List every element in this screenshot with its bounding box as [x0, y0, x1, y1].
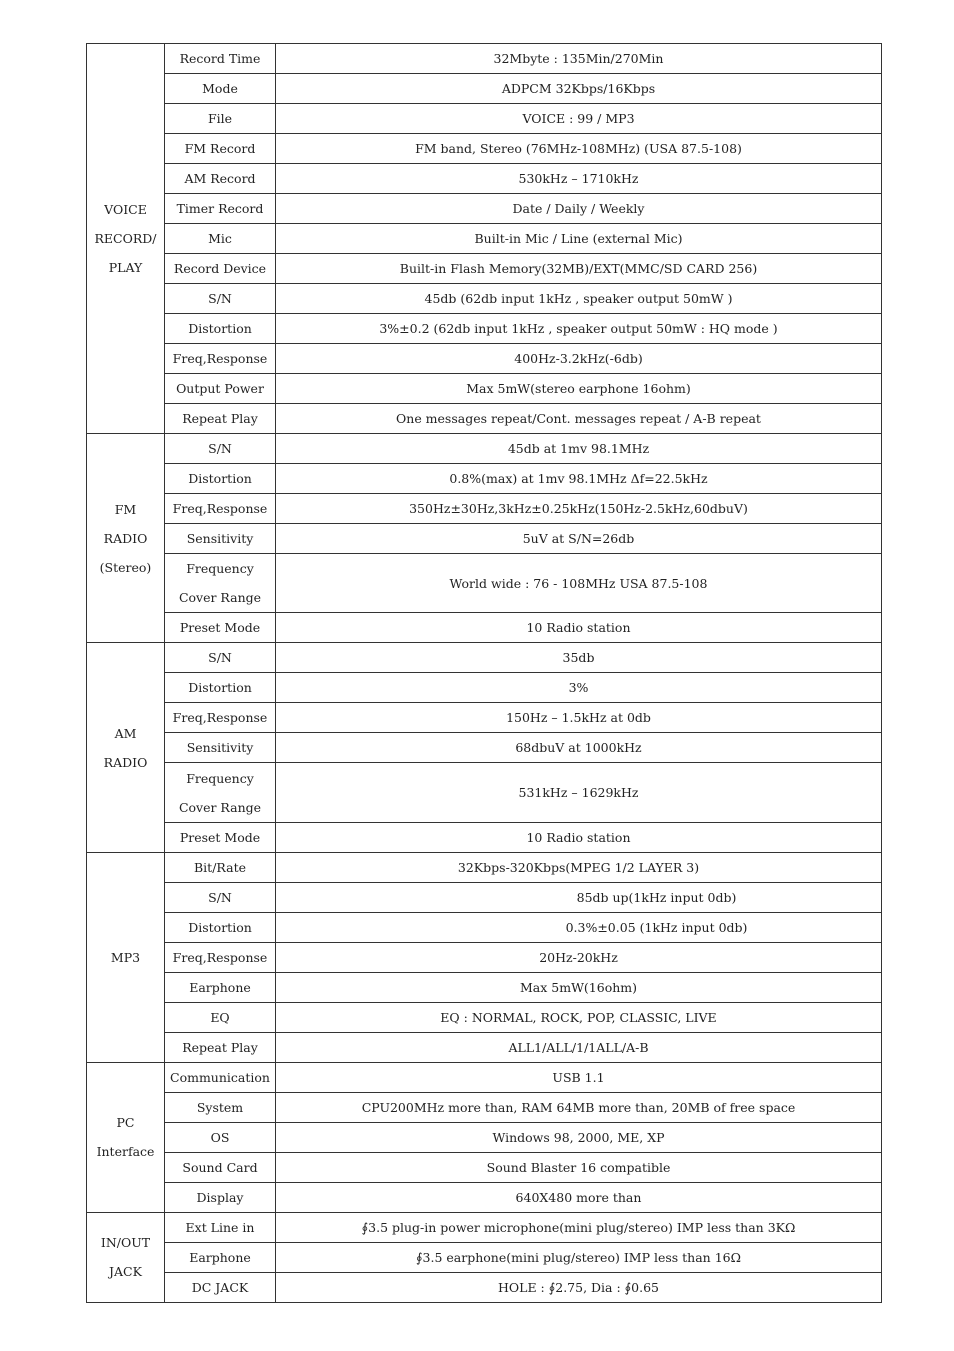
spec-row	[87, 74, 882, 104]
value-cell	[276, 972, 882, 1002]
spec-row	[87, 1002, 882, 1032]
param-cell	[165, 1242, 276, 1272]
group-label-line: PC	[116, 1115, 135, 1131]
param-label: Mic	[208, 231, 232, 246]
value-text: Max 5mW(16ohm)	[519, 979, 638, 995]
value-cell	[276, 882, 882, 912]
param-cell	[165, 464, 276, 494]
param-cell	[165, 1032, 276, 1062]
value-cell	[276, 374, 882, 404]
param-label: Freq,Response	[172, 501, 268, 516]
value-text: CPU200MHz more than, RAM 64MB more than, 20MB of free space	[361, 1099, 796, 1115]
param-label: S/N	[208, 889, 232, 905]
value-text: 45db at 1mv 98.1MHz	[507, 441, 650, 456]
param-cell	[165, 284, 276, 314]
spec-row	[87, 104, 882, 134]
param-label: Output Power	[176, 381, 264, 396]
value-text: 150Hz – 1.5kHz at 0db	[506, 710, 651, 726]
param-cell	[165, 1122, 276, 1152]
value-cell	[276, 494, 882, 524]
spec-row	[87, 763, 882, 822]
group-label-line: PLAY	[108, 260, 143, 275]
param-cell	[165, 134, 276, 164]
value-text: 5uV at S/N=26db	[522, 531, 635, 546]
value-cell	[276, 74, 882, 104]
spec-row	[87, 882, 882, 912]
param-label: OS	[210, 1129, 230, 1145]
value-cell	[276, 1032, 882, 1062]
value-cell	[276, 1122, 882, 1152]
value-text: 10 Radio station	[526, 829, 631, 845]
param-label: FM Record	[184, 141, 256, 156]
param-label: Distortion	[188, 680, 252, 696]
param-cell	[165, 224, 276, 254]
value-cell	[276, 254, 882, 284]
value-text: 85db up(1kHz input 0db)	[576, 889, 737, 905]
group-label-cell	[87, 1212, 165, 1302]
param-cell	[165, 1002, 276, 1032]
spec-row	[87, 254, 882, 284]
value-text: 530kHz – 1710kHz	[518, 171, 639, 186]
param-cell	[165, 1152, 276, 1182]
value-cell	[276, 1152, 882, 1182]
group-label-cell	[87, 852, 165, 1062]
group-label-line: RECORD/	[94, 231, 157, 246]
spec-row	[87, 1182, 882, 1212]
group-label-cell	[87, 643, 165, 852]
spec-row	[87, 673, 882, 703]
param-cell	[165, 613, 276, 643]
param-label: Ext Line in	[185, 1219, 255, 1235]
param-cell	[165, 703, 276, 733]
value-text: ALL1/ALL/1/1ALL/A-B	[508, 1039, 649, 1055]
group-label-line: IN/OUT	[100, 1235, 151, 1251]
spec-row	[87, 733, 882, 763]
param-label: AM Record	[184, 171, 256, 186]
value-text: 20Hz-20kHz	[539, 949, 618, 965]
param-cell	[165, 1092, 276, 1122]
value-cell	[276, 314, 882, 344]
spec-row	[87, 464, 882, 494]
spec-row	[87, 344, 882, 374]
param-label: S/N	[208, 291, 232, 306]
value-cell	[276, 912, 882, 942]
value-cell	[276, 44, 882, 74]
param-cell	[165, 314, 276, 344]
param-label: Bit/Rate	[194, 859, 246, 875]
value-cell	[276, 673, 882, 703]
param-label: S/N	[208, 441, 232, 456]
param-cell	[165, 733, 276, 763]
spec-row	[87, 852, 882, 882]
param-cell	[165, 643, 276, 673]
value-cell	[276, 1242, 882, 1272]
value-text: Sound Blaster 16 compatible	[486, 1159, 671, 1175]
param-label: Preset Mode	[179, 829, 261, 845]
param-label: Frequency	[186, 770, 254, 786]
spec-row	[87, 1152, 882, 1182]
value-cell	[276, 763, 882, 822]
spec-row	[87, 194, 882, 224]
spec-row	[87, 374, 882, 404]
value-cell	[276, 942, 882, 972]
param-cell	[165, 1182, 276, 1212]
value-text: World wide : 76 - 108MHz USA 87.5-108	[449, 575, 708, 591]
param-label: Earphone	[189, 979, 251, 995]
value-text: Max 5mW(stereo earphone 16ohm)	[466, 381, 691, 396]
spec-row	[87, 643, 882, 673]
param-label: Distortion	[188, 919, 252, 935]
value-cell	[276, 733, 882, 763]
spec-row	[87, 942, 882, 972]
value-cell	[276, 134, 882, 164]
value-text: ∮3.5 plug-in power microphone(mini plug/stereo) IMP less than 3KΩ	[361, 1219, 796, 1235]
spec-row	[87, 1122, 882, 1152]
param-label: S/N	[208, 650, 232, 666]
param-label: File	[207, 111, 233, 126]
param-label: Mode	[202, 81, 238, 96]
value-cell	[276, 434, 882, 464]
param-cell	[165, 254, 276, 284]
value-text: ADPCM 32Kbps/16Kbps	[501, 81, 656, 96]
param-cell	[165, 554, 276, 613]
value-cell	[276, 613, 882, 643]
param-label: System	[196, 1099, 244, 1115]
spec-table	[86, 43, 882, 1303]
value-cell	[276, 1272, 882, 1302]
value-cell	[276, 643, 882, 673]
spec-row	[87, 1212, 882, 1242]
value-cell	[276, 554, 882, 613]
param-cell	[165, 344, 276, 374]
param-cell	[165, 1272, 276, 1302]
value-cell	[276, 1062, 882, 1092]
value-cell	[276, 703, 882, 733]
param-label: Timer Record	[176, 201, 264, 216]
param-cell	[165, 434, 276, 464]
param-label: EQ	[210, 1009, 230, 1025]
value-cell	[276, 822, 882, 852]
param-label: Freq,Response	[172, 710, 268, 726]
group-label-line: RADIO	[103, 754, 148, 770]
value-cell	[276, 1002, 882, 1032]
param-label: Distortion	[188, 471, 252, 486]
value-text: One messages repeat/Cont. messages repeat / A-B repeat	[396, 411, 761, 426]
param-label: Repeat Play	[182, 1039, 258, 1055]
spec-row	[87, 134, 882, 164]
param-label: Record Device	[173, 261, 267, 276]
param-label: Earphone	[189, 1249, 251, 1265]
value-text: 0.3%±0.05 (1kHz input 0db)	[565, 919, 748, 935]
spec-row	[87, 703, 882, 733]
group-label-line: AM	[114, 725, 137, 741]
param-label: Freq,Response	[172, 351, 268, 366]
param-label: Communication	[170, 1069, 270, 1085]
param-cell	[165, 194, 276, 224]
value-text: Built-in Mic / Line (external Mic)	[474, 231, 683, 246]
param-label: Freq,Response	[172, 949, 268, 965]
spec-row	[87, 1062, 882, 1092]
value-cell	[276, 1212, 882, 1242]
value-cell	[276, 344, 882, 374]
param-label: Record Time	[179, 51, 261, 66]
param-cell	[165, 374, 276, 404]
value-text: ∮3.5 earphone(mini plug/stereo) IMP less than 16Ω	[416, 1249, 741, 1265]
value-text: 3%	[568, 680, 589, 696]
spec-row	[87, 434, 882, 464]
spec-row	[87, 1092, 882, 1122]
value-text: 32Mbyte : 135Min/270Min	[493, 51, 664, 66]
param-cell	[165, 942, 276, 972]
param-label: Sensitivity	[186, 531, 254, 546]
value-text: 350Hz±30Hz,3kHz±0.25kHz(150Hz-2.5kHz,60dbuV)	[409, 501, 748, 516]
value-text: FM band, Stereo (76MHz-108MHz) (USA 87.5-108)	[415, 141, 742, 156]
value-text: Windows 98, 2000, ME, XP	[492, 1129, 665, 1145]
value-cell	[276, 852, 882, 882]
value-text: HOLE : ∮2.75, Dia : ∮0.65	[498, 1279, 659, 1295]
group-label-line: Interface	[96, 1144, 155, 1160]
group-label-line: (Stereo)	[99, 559, 152, 575]
spec-row	[87, 224, 882, 254]
param-cell	[165, 763, 276, 822]
value-cell	[276, 104, 882, 134]
value-text: 45db (62db input 1kHz , speaker output 50mW )	[424, 291, 733, 306]
value-text: Built-in Flash Memory(32MB)/EXT(MMC/SD CARD 256)	[399, 261, 758, 276]
param-label: Repeat Play	[182, 411, 258, 426]
value-cell	[276, 464, 882, 494]
param-label: Preset Mode	[179, 620, 261, 636]
spec-table-body	[87, 44, 882, 1303]
param-label: Distortion	[188, 321, 252, 336]
param-cell	[165, 852, 276, 882]
value-cell	[276, 194, 882, 224]
param-cell	[165, 972, 276, 1002]
group-label-line: RADIO	[103, 530, 148, 546]
param-label: DC JACK	[191, 1279, 249, 1295]
param-cell	[165, 104, 276, 134]
param-cell	[165, 494, 276, 524]
group-label-cell	[87, 1062, 165, 1212]
param-label: Sensitivity	[186, 740, 254, 756]
param-cell	[165, 74, 276, 104]
group-label-line: MP3	[110, 949, 141, 965]
value-cell	[276, 1182, 882, 1212]
param-label: Display	[196, 1189, 244, 1205]
value-text: 640X480 more than	[515, 1189, 642, 1205]
spec-row	[87, 1242, 882, 1272]
param-cell	[165, 164, 276, 194]
value-cell	[276, 164, 882, 194]
group-label-line: FM	[114, 501, 137, 517]
value-text: Date / Daily / Weekly	[512, 201, 645, 216]
param-cell	[165, 912, 276, 942]
param-cell	[165, 404, 276, 434]
spec-row	[87, 164, 882, 194]
param-cell	[165, 1062, 276, 1092]
param-cell	[165, 673, 276, 703]
spec-row	[87, 1272, 882, 1302]
spec-row	[87, 494, 882, 524]
spec-row	[87, 554, 882, 613]
spec-row	[87, 972, 882, 1002]
param-label: Sound Card	[182, 1159, 258, 1175]
value-cell	[276, 224, 882, 254]
value-text: VOICE : 99 / MP3	[522, 111, 635, 126]
spec-row	[87, 314, 882, 344]
param-label: Cover Range	[178, 799, 262, 815]
group-label-line: VOICE	[104, 202, 147, 217]
spec-row	[87, 524, 882, 554]
spec-row	[87, 613, 882, 643]
value-cell	[276, 1092, 882, 1122]
spec-row	[87, 404, 882, 434]
param-cell	[165, 1212, 276, 1242]
value-text: 32Kbps-320Kbps(MPEG 1/2 LAYER 3)	[457, 859, 700, 875]
param-cell	[165, 44, 276, 74]
param-cell	[165, 882, 276, 912]
value-text: 10 Radio station	[526, 620, 631, 636]
spec-row	[87, 1032, 882, 1062]
value-cell	[276, 284, 882, 314]
value-cell	[276, 404, 882, 434]
param-label: Cover Range	[178, 590, 262, 606]
value-text: 400Hz-3.2kHz(-6db)	[514, 351, 643, 366]
spec-row	[87, 44, 882, 74]
spec-row	[87, 284, 882, 314]
value-text: EQ : NORMAL, ROCK, POP, CLASSIC, LIVE	[440, 1009, 717, 1025]
value-text: 531kHz – 1629kHz	[518, 785, 639, 801]
spec-row	[87, 912, 882, 942]
value-text: 0.8%(max) at 1mv 98.1MHz Δf=22.5kHz	[449, 471, 708, 486]
group-label-cell	[87, 44, 165, 434]
param-label: Frequency	[186, 561, 254, 577]
param-cell	[165, 822, 276, 852]
value-text: USB 1.1	[552, 1069, 605, 1085]
param-cell	[165, 524, 276, 554]
group-label-line: JACK	[109, 1264, 142, 1280]
group-label-cell	[87, 434, 165, 643]
value-text: 35db	[562, 650, 595, 666]
value-text: 3%±0.2 (62db input 1kHz , speaker output 50mW : HQ mode )	[379, 321, 778, 336]
spec-row	[87, 822, 882, 852]
value-text: 68dbuV at 1000kHz	[515, 740, 642, 756]
value-cell	[276, 524, 882, 554]
